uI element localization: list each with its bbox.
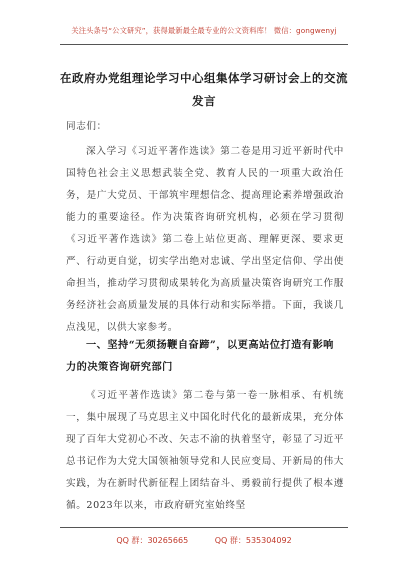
footer-qq-group-2: QQ 群：535304092: [214, 536, 292, 545]
header-banner: 关注头条号“公文研究”，获得最新最全最专业的公文资料库！ 微信：gongwenyj: [71, 26, 337, 35]
footer: [0, 535, 408, 546]
section-heading-1: 一、坚持“无须扬鞭自奋蹄”，以更高站位打造有影响力的决策咨询研究部门: [66, 339, 334, 373]
footer-divider: [60, 527, 348, 528]
header-divider: [60, 44, 348, 45]
footer-qq-group-1: QQ 群：30265665: [116, 536, 189, 545]
salutation: 同志们：: [66, 121, 107, 132]
body-paragraph-2: 《习近平著作选读》第二卷与第一卷一脉相承、有机统一，集中展现了马克思主义中国化时代化的最新成果，充分体现了百年大党初心不改、矢志不渝的执着坚守，彰显了习近平总书记作为大党大国领袖领导党和人民应变局、开新局的伟大实践，为在新时代新征程上团结奋斗、勇毅前行提供了根本遵循。2023年以来，市政府研究室始终坚: [66, 390, 344, 511]
document-title: 在政府办党组理论学习中心组集体学习研讨会上的交流发言: [60, 71, 348, 108]
body-paragraph-1: 深入学习《习近平著作选读》第二卷是用习近平新时代中国特色社会主义思想武装全党、教育人民的一项重大政治任务，是广大党员、干部筑牢理想信念、提高理论素养增强政治能力的重要途径。作为决策咨询研究机构，必须在学习贯彻《习近平著作选读》第二卷上站位更高、理解更深、要求更严、行动更自觉，切实学出绝对忠诚、学出坚定信仰、学出使命担当，推动学习贯彻成果转化为高质量决策咨询研究工作服务经济社会高质量发展的具体行动和实际举措。下面，我谈几点浅见，以供大家参考。: [66, 146, 344, 333]
